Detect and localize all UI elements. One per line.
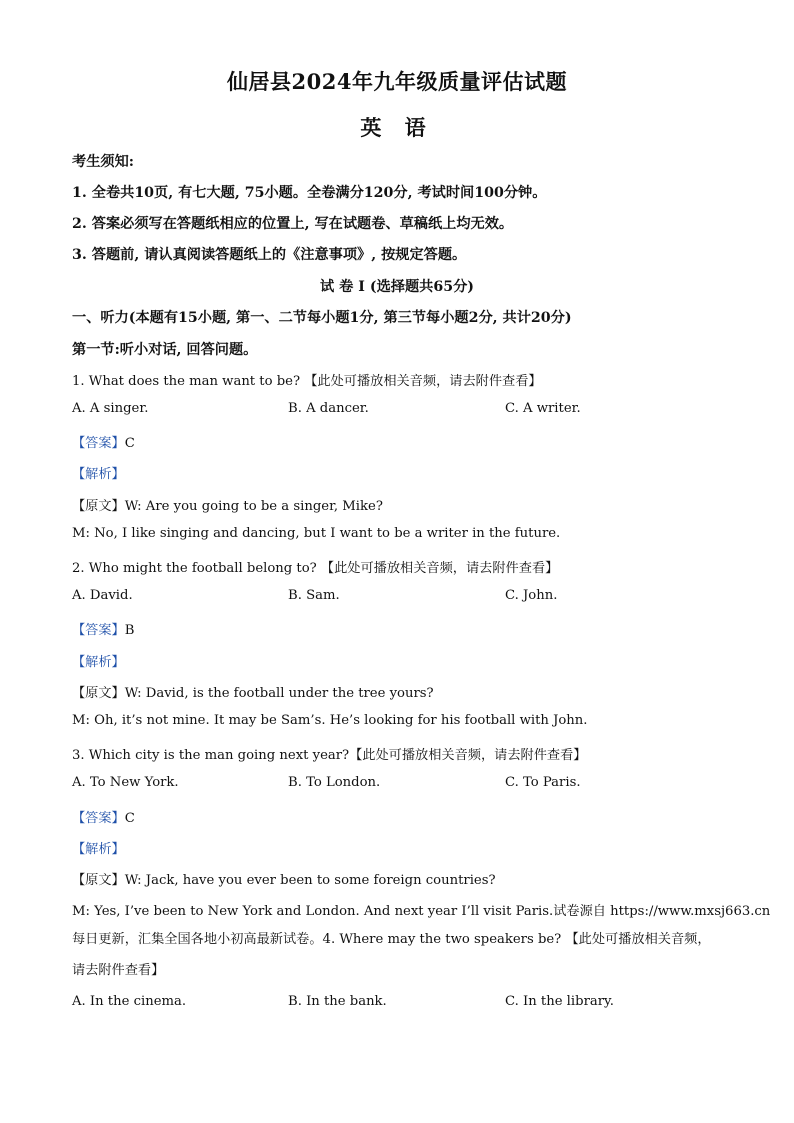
notice-heading: 考生须知: — [72, 154, 134, 170]
original-label: 【原文】 — [72, 873, 125, 888]
q2-answer — [72, 619, 134, 638]
notice-item-2: 2. 答案必须写在答题纸相应的位置上, 写在试题卷、草稿纸上均无效。 — [72, 216, 514, 232]
q4-option-c: C. In the library. — [505, 994, 614, 1009]
answer-label: 【答案】 — [72, 436, 125, 451]
original-label: 【原文】 — [72, 499, 125, 514]
q1-original-text: W: Are you going to be a singer, Mike? — [124, 499, 383, 514]
q2-original — [72, 682, 434, 701]
q3-option-b: B. To London. — [288, 775, 381, 790]
q1-original — [72, 495, 383, 514]
q3-answer — [72, 807, 135, 826]
q1-option-b: B. A dancer. — [288, 401, 369, 416]
q3-answer-value: C — [124, 811, 135, 826]
section1-heading: 一、听力(本题有15小题, 第一、二节每小题1分, 第三节每小题2分, 共计20分) — [72, 310, 572, 326]
exam-title: 仙居县2024年九年级质量评估试题 — [227, 69, 567, 94]
notice-item-3: 3. 答题前, 请认真阅读答题纸上的《注意事项》, 按规定答题。 — [72, 247, 467, 263]
q1-answer-value: C — [124, 436, 135, 451]
part1-heading: 第一节:听小对话, 回答问题。 — [72, 342, 258, 358]
original-label: 【原文】 — [72, 686, 125, 701]
q1-answer — [72, 432, 135, 451]
question-3: 3. Which city is the man going next year?【此处可播放相关音频，请去附件查看】 — [72, 748, 587, 763]
q2-original-text: W: David, is the football under the tree yours? — [124, 686, 434, 701]
question-1: 1. What does the man want to be? 【此处可播放相关音频，请去附件查看】 — [72, 374, 542, 389]
paper-heading: 试 卷 I (选择题共65分) — [320, 279, 474, 295]
q2-option-c: C. John. — [505, 588, 558, 603]
q1-option-a: A. A singer. — [72, 401, 149, 416]
q3-original-text: W: Jack, have you ever been to some foreign countries? — [124, 873, 496, 888]
q3-option-a: A. To New York. — [72, 775, 179, 790]
answer-label: 【答案】 — [72, 811, 125, 826]
q2-analysis-label: 【解析】 — [72, 655, 125, 670]
q1-analysis-label: 【解析】 — [72, 467, 125, 482]
q3-option-c: C. To Paris. — [505, 775, 581, 790]
q1-option-c: C. A writer. — [505, 401, 581, 416]
question-2: 2. Who might the football belong to? 【此处可播放相关音频，请去附件查看】 — [72, 561, 559, 576]
q3-original — [72, 869, 496, 888]
q4-option-b: B. In the bank. — [288, 994, 387, 1009]
q3-analysis-label: 【解析】 — [72, 842, 125, 857]
q2-reply: M: Oh, it’s not mine. It may be Sam’s. He’s looking for his football with John. — [72, 713, 588, 728]
notice-item-1: 1. 全卷共10页, 有七大题, 75小题。全卷满分120分, 考试时间100分钟。 — [72, 185, 547, 201]
q4-option-a: A. In the cinema. — [72, 994, 187, 1009]
q2-answer-value: B — [124, 623, 135, 638]
answer-label: 【答案】 — [72, 623, 125, 638]
q2-option-a: A. David. — [72, 588, 133, 603]
subject-title: 英 语 — [360, 115, 434, 140]
question-4: 每日更新，汇集全国各地小初高最新试卷。4. Where may the two speakers be? 【此处可播放相关音频，请去附件查看】 — [72, 932, 711, 978]
q2-option-b: B. Sam. — [288, 588, 340, 603]
q1-reply: M: No, I like singing and dancing, but I want to be a writer in the future. — [72, 526, 561, 541]
q3-reply: M: Yes, I’ve been to New York and London. And next year I’ll visit Paris.试卷源自 https://www.mxsj663.cn — [72, 904, 771, 919]
